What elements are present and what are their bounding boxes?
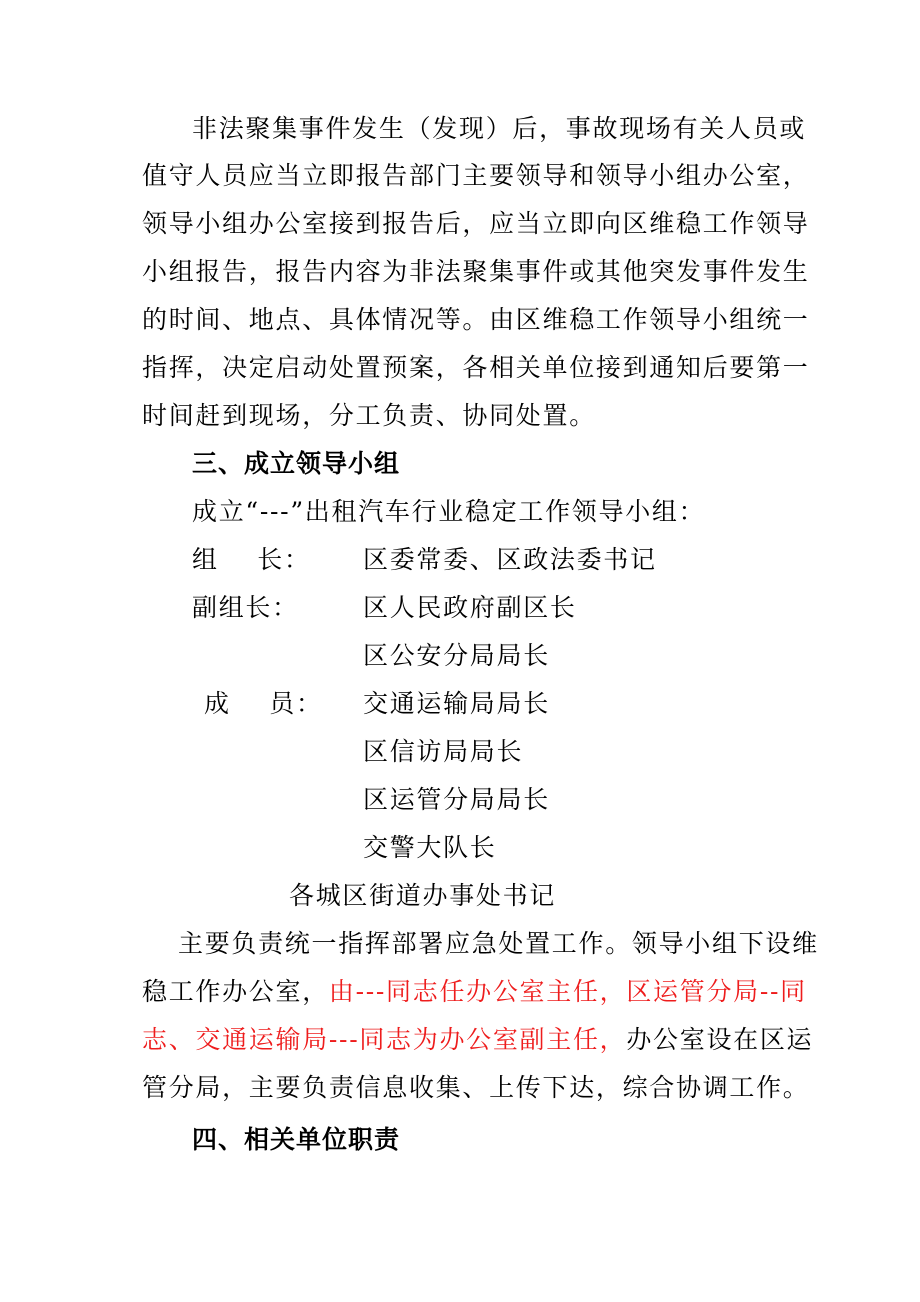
paragraph1-line-3: 领导小组办公室接到报告后，应当立即向区维稳工作领导: [142, 209, 810, 238]
paragraph2-line-3: [142, 1016, 813, 1064]
paragraph1-line-2: 值守人员应当立即报告部门主要领导和领导小组办公室，: [142, 161, 810, 190]
paragraph2-line-3-normal: 办公室设在区运: [626, 1025, 814, 1054]
section-3-heading: 三、成立领导小组: [192, 449, 401, 478]
leader-value: 区委常委、区政法委书记: [363, 545, 657, 574]
member-value-5: 各城区街道办事处书记: [289, 881, 557, 910]
member-value-1: 交通运输局局长: [363, 689, 550, 718]
leader-label: 组 长：: [192, 545, 311, 574]
paragraph1-line-1: 非法聚集事件发生（发现）后，事故现场有关人员或: [192, 114, 807, 143]
member-value-2: 区信访局局长: [363, 737, 524, 766]
section-3-intro: 成立“---”出租汽车行业稳定工作领导小组：: [192, 497, 706, 526]
member-label: 成 员：: [204, 689, 323, 718]
member-value-4: 交警大队长: [363, 833, 497, 862]
paragraph1-line-7: 时间赶到现场，分工负责、协同处置。: [142, 401, 596, 430]
paragraph2-line-2-normal: 稳工作办公室，: [142, 977, 329, 1006]
member-value-3: 区运管分局局长: [363, 785, 550, 814]
paragraph2-line-2: [142, 968, 807, 1016]
paragraph2-line-2-highlight: 由---同志任办公室主任，区运管分局--同: [328, 977, 807, 1006]
section-4-heading: 四、相关单位职责: [192, 1125, 401, 1154]
deputy-value-1: 区人民政府副区长: [363, 593, 577, 622]
paragraph1-line-5: 的时间、地点、具体情况等。由区维稳工作领导小组统一: [142, 305, 810, 334]
paragraph2-line-4: 管分局，主要负责信息收集、上传下达，综合协调工作。: [142, 1073, 810, 1102]
deputy-label: 副组长：: [192, 593, 299, 622]
deputy-value-2: 区公安分局局长: [363, 641, 550, 670]
paragraph2-line-1: 主要负责统一指挥部署应急处置工作。领导小组下设维: [178, 929, 819, 958]
paragraph1-line-6: 指挥，决定启动处置预案，各相关单位接到通知后要第一: [142, 353, 810, 382]
paragraph2-line-3-highlight: 志、交通运输局---同志为办公室副主任，: [142, 1025, 627, 1054]
paragraph1-line-4: 小组报告，报告内容为非法聚集事件或其他突发事件发生: [142, 257, 810, 286]
